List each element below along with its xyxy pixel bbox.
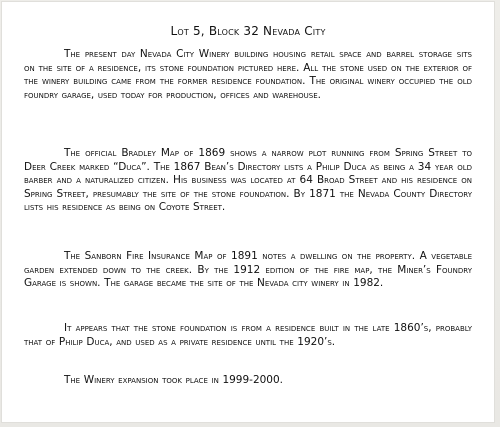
paragraph-winery-building: The present day Nevada City Winery building housing retail space and barrel storage sits on the site of a residence, its stone foundation pictured here. All the stone used on the exterior of the winery building came from the former residence foundation. The original winery occupied the old foundry garage, used today for production, offices and warehouse.	[24, 48, 472, 101]
paragraph-bradley-map: The official Bradley Map of 1869 shows a narrow plot running from Spring Street to Deer Creek marked “Duca”. The 1867 Bean’s Directory lists a Philip Duca as being a 34 year old barber and a naturalized citizen. His business was located at 64 Broad Street and his residence on Spring Street, presumably the site of the stone foundation. By 1871 the Nevada County Directory lists his residence as being on Coyote Street.	[24, 147, 472, 214]
paragraph-sanborn-map: The Sanborn Fire Insurance Map of 1891 notes a dwelling on the property. A vegetable garden extended down to the creek. By the 1912 edition of the fire map, the Miner’s Foundry Garage is shown. The garage became the site of the Nevada city winery in 1982.	[24, 250, 472, 290]
paragraph-winery-expansion: The Winery expansion took place in 1999-2000.	[64, 374, 284, 386]
placard-sheet	[2, 2, 494, 422]
paragraph-stone-foundation: It appears that the stone foundation is from a residence built in the late 1860’s, probably that of Philip Duca, and used as a private residence until the 1920’s.	[24, 322, 472, 348]
document-title: Lot 5, Block 32 Nevada City	[170, 24, 326, 38]
